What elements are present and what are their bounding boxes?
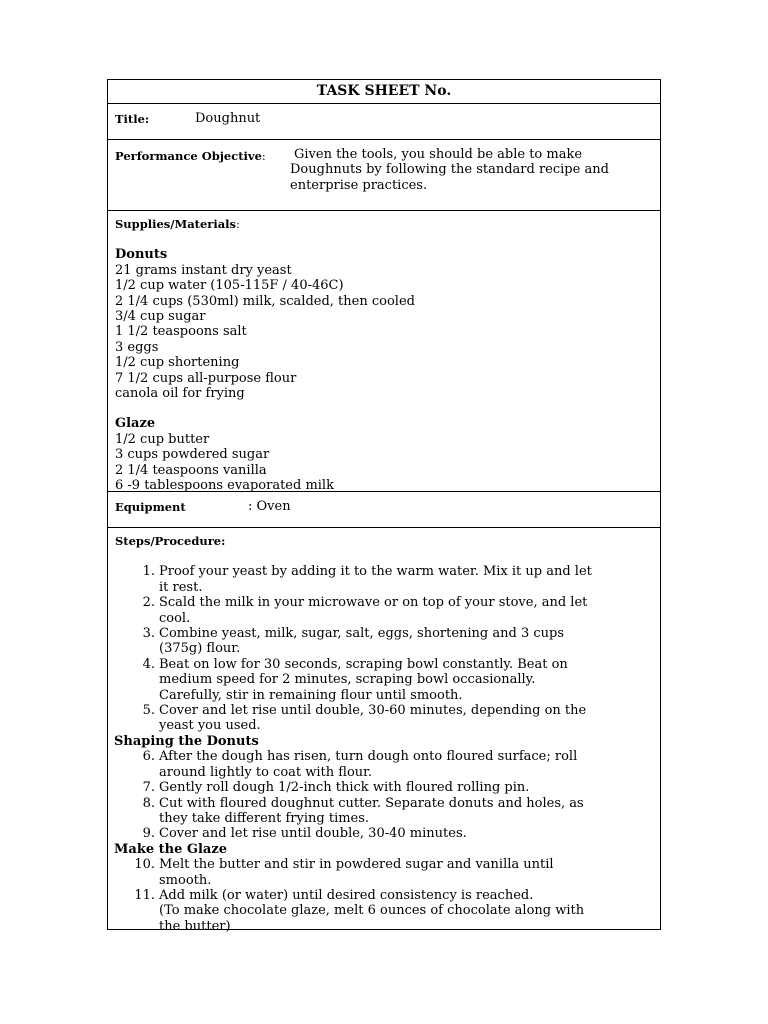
- step-line: around lightly to coat with flour.: [159, 764, 373, 780]
- step-item: [115, 703, 647, 734]
- supplies-content: [115, 217, 415, 494]
- shaping-heading: Shaping the Donuts: [114, 733, 259, 749]
- step-line: Combine yeast, milk, sugar, salt, eggs, shortening and 3 cups: [159, 626, 565, 642]
- objective-line: Doughnuts by following the standard recipe and: [290, 162, 609, 178]
- ingredient-item: 3/4 cup sugar: [115, 309, 206, 325]
- ingredient-item: 21 grams instant dry yeast: [115, 262, 292, 278]
- title-row: [108, 104, 660, 140]
- ingredient-item: 2 1/4 cups (530ml) milk, scalded, then cooled: [115, 293, 415, 309]
- step-line: Add milk (or water) until desired consistency is reached.: [159, 887, 534, 903]
- ingredient-item: 1/2 cup shortening: [115, 355, 240, 371]
- supplies-label: Supplies/Materials: [115, 217, 237, 231]
- supplies-sep: :: [236, 217, 240, 231]
- step-line: the butter): [159, 918, 231, 934]
- step-line: Carefully, stir in remaining flour until smooth.: [159, 687, 463, 703]
- step-item: [115, 749, 647, 780]
- objective-line: enterprise practices.: [290, 177, 428, 193]
- objective-line: Given the tools, you should be able to make: [294, 147, 583, 162]
- equipment-row: [108, 492, 660, 528]
- task-sheet-title: TASK SHEET No.: [316, 83, 452, 99]
- task-sheet: [107, 79, 661, 934]
- step-line: they take different frying times.: [159, 810, 370, 826]
- title-label: Title:: [115, 112, 150, 126]
- objective-text: [290, 147, 609, 193]
- step-line: smooth.: [159, 872, 212, 888]
- step-item: [115, 564, 647, 595]
- ingredient-item: 1/2 cup butter: [115, 431, 210, 447]
- step-line: (375g) flour.: [159, 641, 241, 657]
- step-number: 3.: [142, 626, 155, 642]
- title-value: Doughnut: [195, 111, 261, 126]
- step-line: Cut with floured doughnut cutter. Separate donuts and holes, as: [159, 795, 584, 811]
- steps-content: [115, 534, 647, 934]
- step-number: 5.: [142, 703, 155, 719]
- step-line: Melt the butter and stir in powdered sugar and vanilla until: [159, 857, 554, 873]
- step-item: [115, 780, 647, 795]
- step-line: Scald the milk in your microwave or on top of your stove, and let: [159, 595, 588, 611]
- glaze-ingredients: [115, 432, 415, 494]
- step-line: Cover and let rise until double, 30-60 minutes, depending on the: [159, 703, 587, 719]
- step-item: [115, 595, 647, 626]
- step-line: cool.: [159, 610, 191, 626]
- step-number: 9.: [142, 826, 155, 842]
- step-item: [115, 857, 647, 888]
- step-number: 1.: [142, 564, 155, 580]
- step-number: 4.: [142, 656, 155, 672]
- step-number: 6.: [142, 749, 155, 765]
- step-number: 11.: [134, 887, 155, 903]
- step-line: (To make chocolate glaze, melt 6 ounces of chocolate along with: [159, 903, 585, 919]
- step-line: After the dough has risen, turn dough onto floured surface; roll: [159, 749, 578, 765]
- steps-row: [108, 528, 660, 934]
- step-line: medium speed for 2 minutes, scraping bowl occasionally.: [159, 672, 536, 688]
- ingredient-item: 1 1/2 teaspoons salt: [115, 324, 247, 340]
- steps-label: Steps/Procedure:: [115, 534, 226, 548]
- step-item: [115, 626, 647, 657]
- step-item: [115, 796, 647, 827]
- objective-row: [108, 140, 660, 211]
- objective-label: Performance Objective: [115, 149, 262, 163]
- ingredient-item: 2 1/4 teaspoons vanilla: [115, 462, 267, 478]
- steps-group-2: [115, 749, 647, 841]
- ingredient-item: canola oil for frying: [115, 386, 245, 402]
- step-line: yeast you used.: [159, 718, 261, 734]
- objective-label-wrap: [115, 149, 266, 163]
- steps-group-1: [115, 564, 647, 733]
- step-line: Beat on low for 30 seconds, scraping bowl constantly. Beat on: [159, 656, 568, 672]
- glaze-steps-heading: Make the Glaze: [114, 841, 227, 857]
- step-line: Proof your yeast by adding it to the warm water. Mix it up and let: [159, 564, 592, 580]
- steps-group-3: [115, 857, 647, 934]
- ingredient-item: 7 1/2 cups all-purpose flour: [115, 370, 297, 386]
- step-number: 2.: [142, 595, 155, 611]
- ingredient-item: 1/2 cup water (105-115F / 40-46C): [115, 278, 344, 294]
- glaze-heading: Glaze: [115, 416, 156, 432]
- equipment-label: Equipment: [115, 500, 186, 514]
- supplies-row: [108, 211, 660, 492]
- step-line: Gently roll dough 1/2-inch thick with floured rolling pin.: [159, 780, 530, 796]
- equipment-value: : Oven: [248, 499, 291, 514]
- ingredient-item: 3 cups powdered sugar: [115, 447, 270, 463]
- step-item: [115, 826, 647, 841]
- objective-sep: :: [261, 149, 266, 163]
- ingredient-item: 3 eggs: [115, 339, 159, 355]
- step-item: [115, 657, 647, 703]
- step-number: 8.: [142, 795, 155, 811]
- donuts-ingredients: [115, 263, 415, 402]
- step-number: 7.: [142, 780, 155, 796]
- step-line: it rest.: [159, 579, 203, 595]
- step-item: [115, 888, 647, 934]
- supplies-label-wrap: [115, 217, 415, 232]
- step-number: 10.: [134, 857, 155, 873]
- step-line: Cover and let rise until double, 30-40 minutes.: [159, 826, 467, 842]
- ingredient-item: 6 -9 tablespoons evaporated milk: [115, 478, 334, 494]
- task-sheet-header: [108, 80, 660, 104]
- donuts-heading: Donuts: [115, 247, 168, 263]
